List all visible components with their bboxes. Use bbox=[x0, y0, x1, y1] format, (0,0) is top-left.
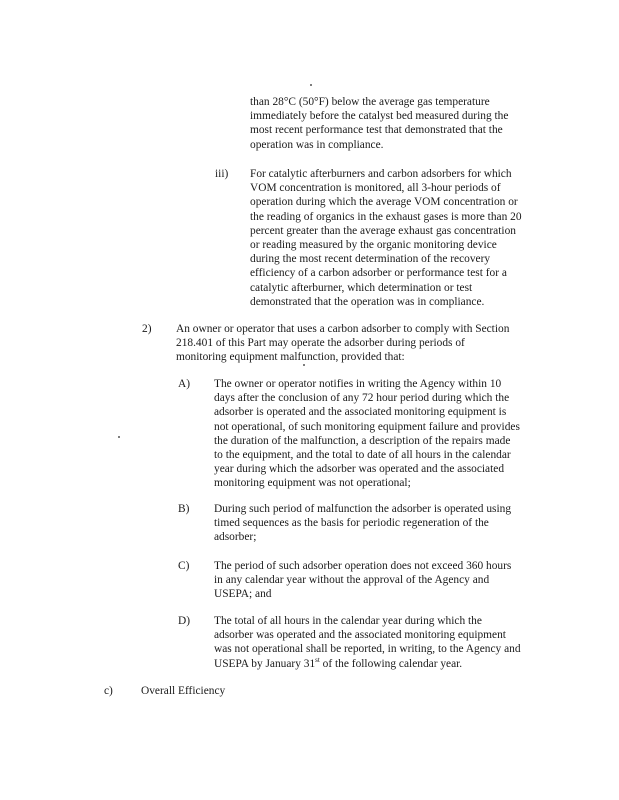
item-D-text bbox=[214, 614, 521, 671]
text-line: percent greater than the average exhaust gas concentration bbox=[250, 224, 516, 237]
text-line: 218.401 of this Part may operate the adsorber during periods of bbox=[176, 337, 465, 350]
text-line: The owner or operator notifies in writing the Agency within 10 bbox=[214, 378, 502, 390]
text-line: adsorber; bbox=[214, 531, 257, 544]
item-D-last-line: USEPA by January 31st of the following calendar year. bbox=[214, 655, 463, 670]
text-line: demonstrated that the operation was in compliance. bbox=[250, 295, 485, 308]
item-C-label: C) bbox=[178, 560, 190, 572]
text-line: During such period of malfunction the adsorber is operated using bbox=[214, 503, 512, 515]
scan-speck bbox=[118, 436, 120, 438]
text-line: monitoring equipment was not operational; bbox=[214, 477, 411, 490]
text-line: The period of such adsorber operation does not exceed 360 hours bbox=[214, 560, 512, 572]
text-line: For catalytic afterburners and carbon adsorbers for which bbox=[250, 168, 512, 180]
continued-paragraph bbox=[250, 95, 508, 152]
text-line: adsorber is operated and the associated monitoring equipment is bbox=[214, 406, 507, 419]
item-A-text bbox=[214, 377, 520, 491]
text-line: in any calendar year without the approval of the Agency and bbox=[214, 574, 490, 587]
item-D-label: D) bbox=[178, 615, 191, 627]
section-heading-overall-efficiency: Overall Efficiency bbox=[141, 685, 226, 697]
text-line: adsorber was operated and the associated monitoring equipment bbox=[214, 629, 506, 642]
text-line: catalytic afterburner, which determination or test bbox=[250, 281, 473, 294]
text-line: during the most recent determination of the recovery bbox=[250, 253, 491, 266]
text-line: An owner or operator that uses a carbon adsorber to comply with Section bbox=[176, 323, 510, 335]
text-line: not operational, of such monitoring equipment failure and provides bbox=[214, 420, 520, 433]
item-A-label: A) bbox=[178, 378, 191, 390]
text-line: than 28°C (50°F) below the average gas temperature bbox=[250, 96, 490, 108]
text-line: operation was in compliance. bbox=[250, 138, 384, 151]
item-2-text bbox=[176, 322, 509, 365]
text-line: to the equipment, and the total to date of all hours in the calendar bbox=[214, 449, 511, 462]
scan-speck bbox=[310, 84, 312, 86]
text-line: USEPA; and bbox=[214, 588, 272, 601]
text-line: days after the conclusion of any 72 hour period during which the bbox=[214, 392, 510, 405]
text-line: year during which the adsorber was operated and the associated bbox=[214, 463, 505, 476]
text-line: The total of all hours in the calendar year during which the bbox=[214, 615, 482, 627]
item-C-text bbox=[214, 559, 511, 602]
item-B-text bbox=[214, 502, 511, 545]
text-line: timed sequences as the basis for periodic regeneration of the bbox=[214, 517, 489, 530]
text-line: most recent performance test that demonstrated that the bbox=[250, 124, 503, 137]
item-B-label: B) bbox=[178, 503, 190, 515]
item-iii-text bbox=[250, 167, 522, 309]
item-iii-label: iii) bbox=[215, 168, 229, 180]
text-line: monitoring equipment malfunction, provided that: bbox=[176, 351, 405, 364]
text-line: or reading measured by the organic monitoring device bbox=[250, 239, 497, 252]
text-line: immediately before the catalyst bed measured during the bbox=[250, 110, 509, 123]
text-line: was not operational shall be reported, in writing, to the Agency and bbox=[214, 643, 521, 656]
text-line: operation during which the average VOM concentration or bbox=[250, 196, 518, 209]
text-line: the duration of the malfunction, a description of the repairs made bbox=[214, 434, 511, 447]
scan-speck bbox=[303, 364, 305, 366]
text-line: VOM concentration is monitored, all 3-hour periods of bbox=[250, 182, 501, 195]
text-line: efficiency of a carbon adsorber or performance test for a bbox=[250, 267, 507, 280]
item-2-label: 2) bbox=[142, 323, 152, 335]
text-line: the reading of organics in the exhaust gases is more than 20 bbox=[250, 210, 522, 223]
item-c-label: c) bbox=[104, 685, 113, 697]
